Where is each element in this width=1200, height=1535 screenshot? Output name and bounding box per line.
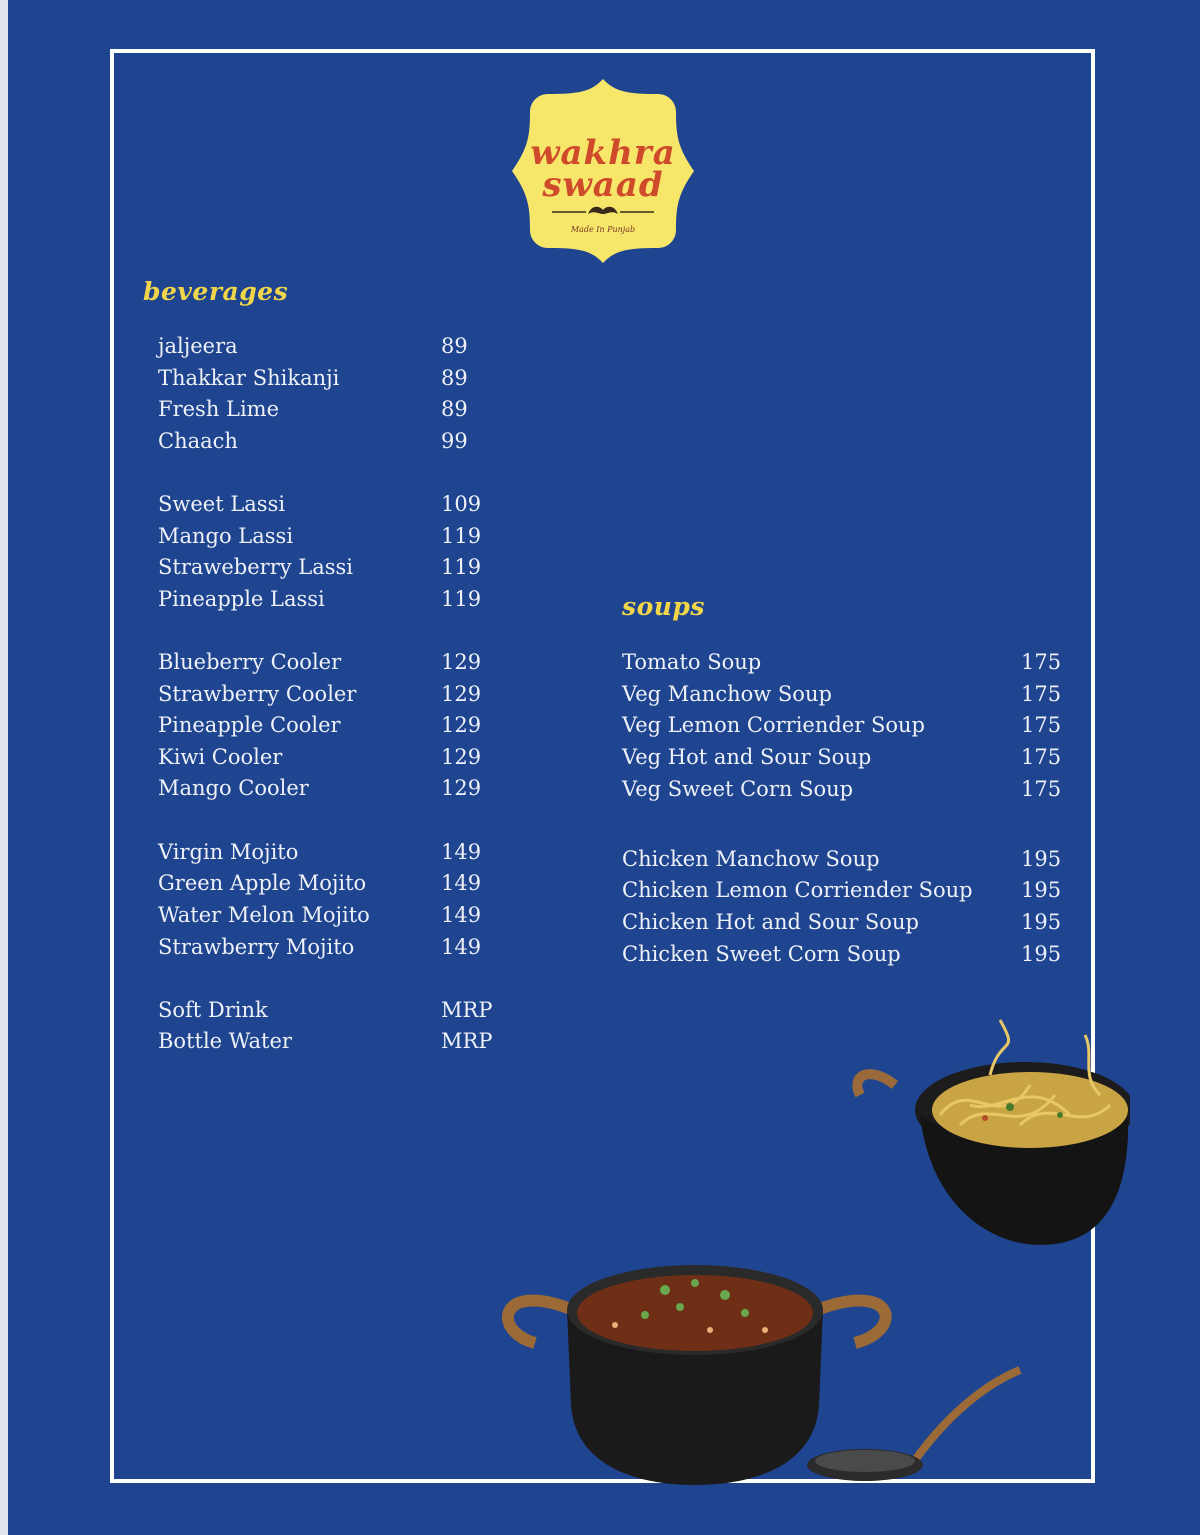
logo-word-2: swaad [542,165,664,205]
item-name: Virgin Mojito [158,840,299,864]
item-price: 119 [441,555,482,579]
item-price: 89 [441,366,468,390]
item-price: 119 [441,587,482,611]
brand-logo [508,76,698,266]
item-name: jaljeera [158,334,238,358]
item-name: Chicken Lemon Corriender Soup [622,878,973,902]
item-name: Green Apple Mojito [158,871,367,895]
item-name: Mango Cooler [158,776,309,800]
item-price: 149 [441,840,482,864]
item-price: 195 [1021,847,1062,871]
item-name: Thakkar Shikanji [158,366,340,390]
item-price: 119 [441,524,482,548]
item-price: 149 [441,935,482,959]
logo-word-1: wakhra [530,133,676,173]
item-name: Veg Hot and Sour Soup [622,745,872,769]
item-name: Sweet Lassi [158,492,286,516]
beverages-heading: beverages [143,277,289,306]
item-price: 89 [441,397,468,421]
item-name: Kiwi Cooler [158,745,283,769]
item-price: 129 [441,650,482,674]
page-edge [0,0,8,1535]
item-name: Soft Drink [158,998,268,1022]
item-name: Veg Manchow Soup [622,682,832,706]
item-name: Chaach [158,429,238,453]
item-price: 195 [1021,942,1062,966]
item-price: 175 [1021,713,1062,737]
item-price: MRP [441,1029,493,1053]
item-name: Chicken Sweet Corn Soup [622,942,901,966]
item-name: Pineapple Lassi [158,587,325,611]
item-name: Tomato Soup [622,650,762,674]
logo-tagline: Made In Punjab [570,225,636,234]
item-price: 175 [1021,682,1062,706]
item-price: 149 [441,903,482,927]
item-price: MRP [441,998,493,1022]
item-price: 129 [441,745,482,769]
item-name: Veg Lemon Corriender Soup [622,713,925,737]
soup-pot-image [495,1235,1030,1495]
item-name: Chicken Hot and Sour Soup [622,910,919,934]
item-name: Chicken Manchow Soup [622,847,880,871]
item-name: Veg Sweet Corn Soup [622,777,854,801]
item-price: 129 [441,713,482,737]
noodles-kadai-image [850,1015,1130,1250]
item-price: 195 [1021,910,1062,934]
item-name: Mango Lassi [158,524,294,548]
item-name: Fresh Lime [158,397,280,421]
item-price: 109 [441,492,482,516]
item-name: Water Melon Mojito [158,903,370,927]
item-name: Bottle Water [158,1029,292,1053]
item-price: 89 [441,334,468,358]
item-price: 175 [1021,777,1062,801]
item-price: 149 [441,871,482,895]
item-price: 99 [441,429,468,453]
item-name: Strawberry Mojito [158,935,355,959]
item-price: 175 [1021,650,1062,674]
item-price: 129 [441,682,482,706]
item-name: Straweberry Lassi [158,555,354,579]
item-name-price: 195 [1021,878,1062,902]
soups-heading: soups [622,592,705,621]
item-price: 175 [1021,745,1062,769]
item-name: Blueberry Cooler [158,650,342,674]
item-name: Strawberry Cooler [158,682,357,706]
item-name: Pineapple Cooler [158,713,341,737]
item-price: 129 [441,776,482,800]
